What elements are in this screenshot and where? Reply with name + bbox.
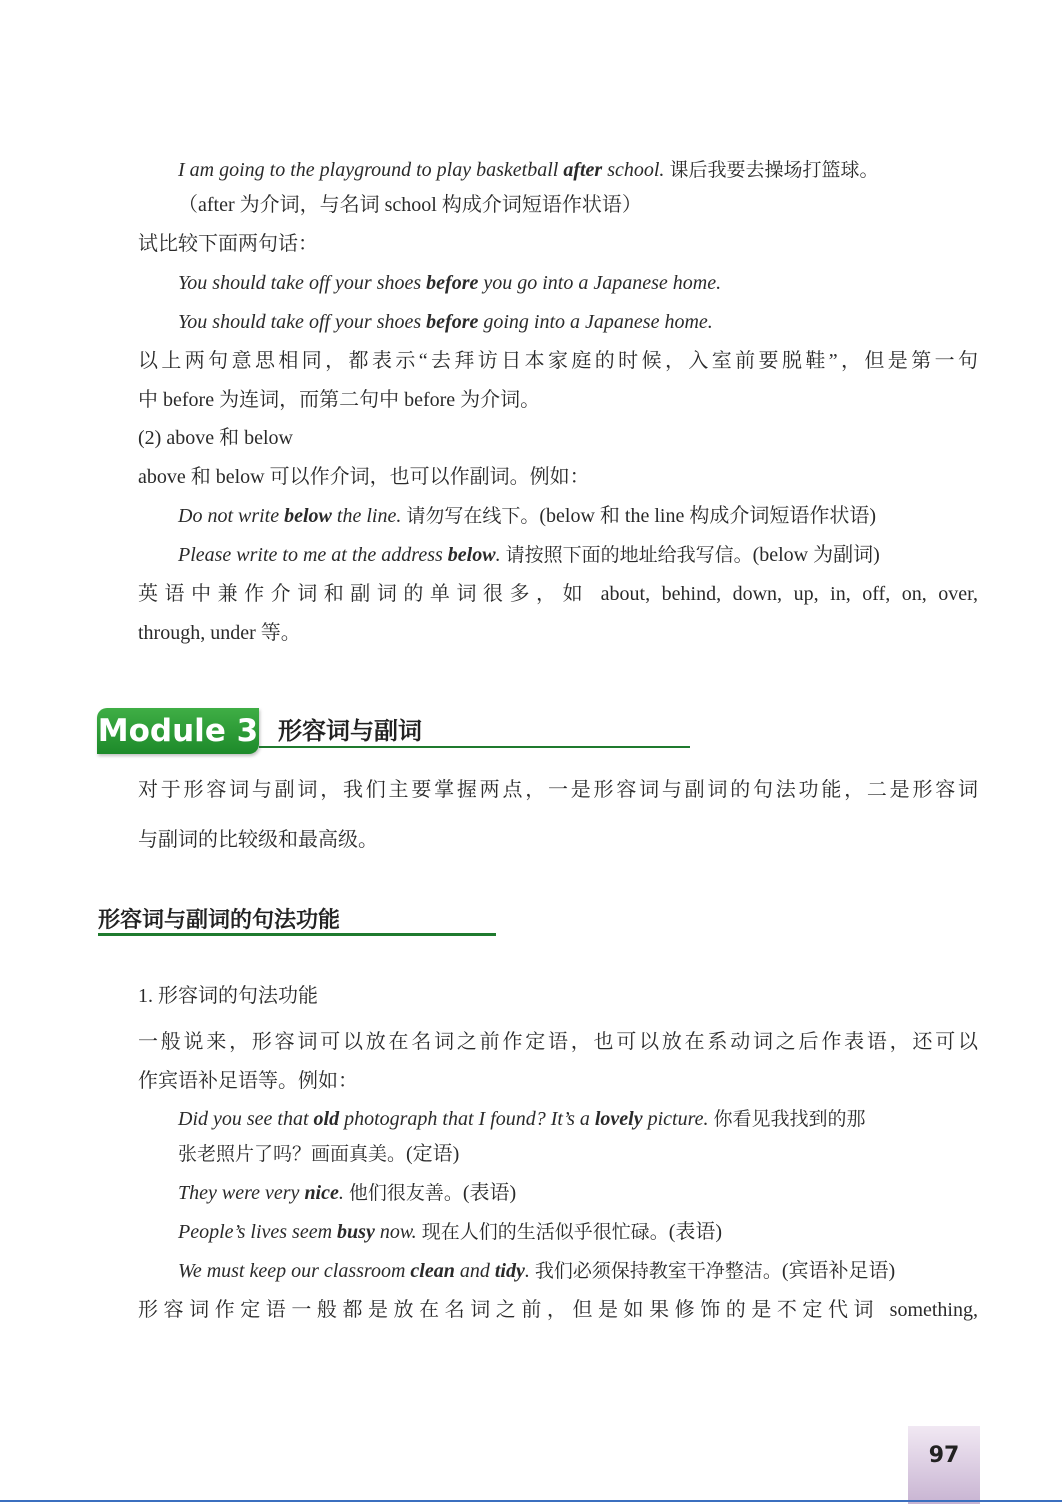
page-number: 97 [908, 1426, 980, 1504]
example-busy: People’s lives seem busy now. 现在人们的生活似乎很忙碌。(表语) [178, 1221, 723, 1243]
above-below-intro: above 和 below 可以作介词，也可以作副词。例如： [138, 466, 590, 488]
module-underline [259, 746, 690, 748]
module-title: 形容词与副词 [278, 717, 422, 745]
compare-prompt: 试比较下面两句话： [138, 233, 318, 255]
module-badge: Module 3 [97, 708, 259, 754]
example-clean-tidy: We must keep our classroom clean and tidy. 我们必须保持教室干净整洁。(宾语补足语) [178, 1260, 896, 1282]
example-before-1: You should take off your shoes before you go into a Japanese home. [178, 272, 722, 294]
module-intro-1: 对于形容词与副词，我们主要掌握两点，一是形容词与副词的句法功能，二是形容词 [138, 779, 978, 801]
example-below-1: Do not write below the line. 请勿写在线下。(below 和 the line 构成介词短语作状语) [178, 505, 876, 527]
prep-adverb-list-2: through, under 等。 [138, 622, 301, 644]
section-title: 形容词与副词的句法功能 [98, 908, 341, 933]
subheading-above-below: (2) above 和 below [138, 427, 293, 449]
explanation-line-2: 中 before 为连词，而第二句中 before 为介词。 [138, 389, 541, 411]
note-after: （after 为介词，与名词 school 构成介词短语作状语） [178, 194, 642, 216]
example-nice: They were very nice. 他们很友善。(表语) [178, 1182, 517, 1204]
subsection-title: 1. 形容词的句法功能 [138, 985, 318, 1007]
body-line-2: 作宾语补足语等。例如： [138, 1070, 358, 1092]
attributive-note: 形容词作定语一般都是放在名词之前，但是如果修饰的是不定代词 something, [138, 1299, 978, 1321]
example-old-lovely-cont: 张老照片了吗？画面真美。(定语) [178, 1143, 460, 1165]
example-before-2: You should take off your shoes before going into a Japanese home. [178, 311, 713, 333]
module-intro-2: 与副词的比较级和最高级。 [138, 829, 378, 851]
example-below-2: Please write to me at the address below. 请按照下面的地址给我写信。(below 为副词) [178, 544, 880, 566]
explanation-line-1: 以上两句意思相同，都表示“去拜访日本家庭的时候，入室前要脱鞋”，但是第一句 [138, 350, 978, 372]
bottom-rule [0, 1500, 1062, 1502]
example-old-lovely: Did you see that old photograph that I found? It’s a lovely picture. 你看见我找到的那 [178, 1108, 866, 1130]
prep-adverb-list-1: 英语中兼作介词和副词的单词很多，如 about, behind, down, up, in, off, on, over, [138, 583, 978, 605]
body-line-1: 一般说来，形容词可以放在名词之前作定语，也可以放在系动词之后作表语，还可以 [138, 1031, 978, 1053]
example-after: I am going to the playground to play basketball after school. 课后我要去操场打篮球。 [178, 159, 879, 181]
section-underline [98, 933, 496, 936]
